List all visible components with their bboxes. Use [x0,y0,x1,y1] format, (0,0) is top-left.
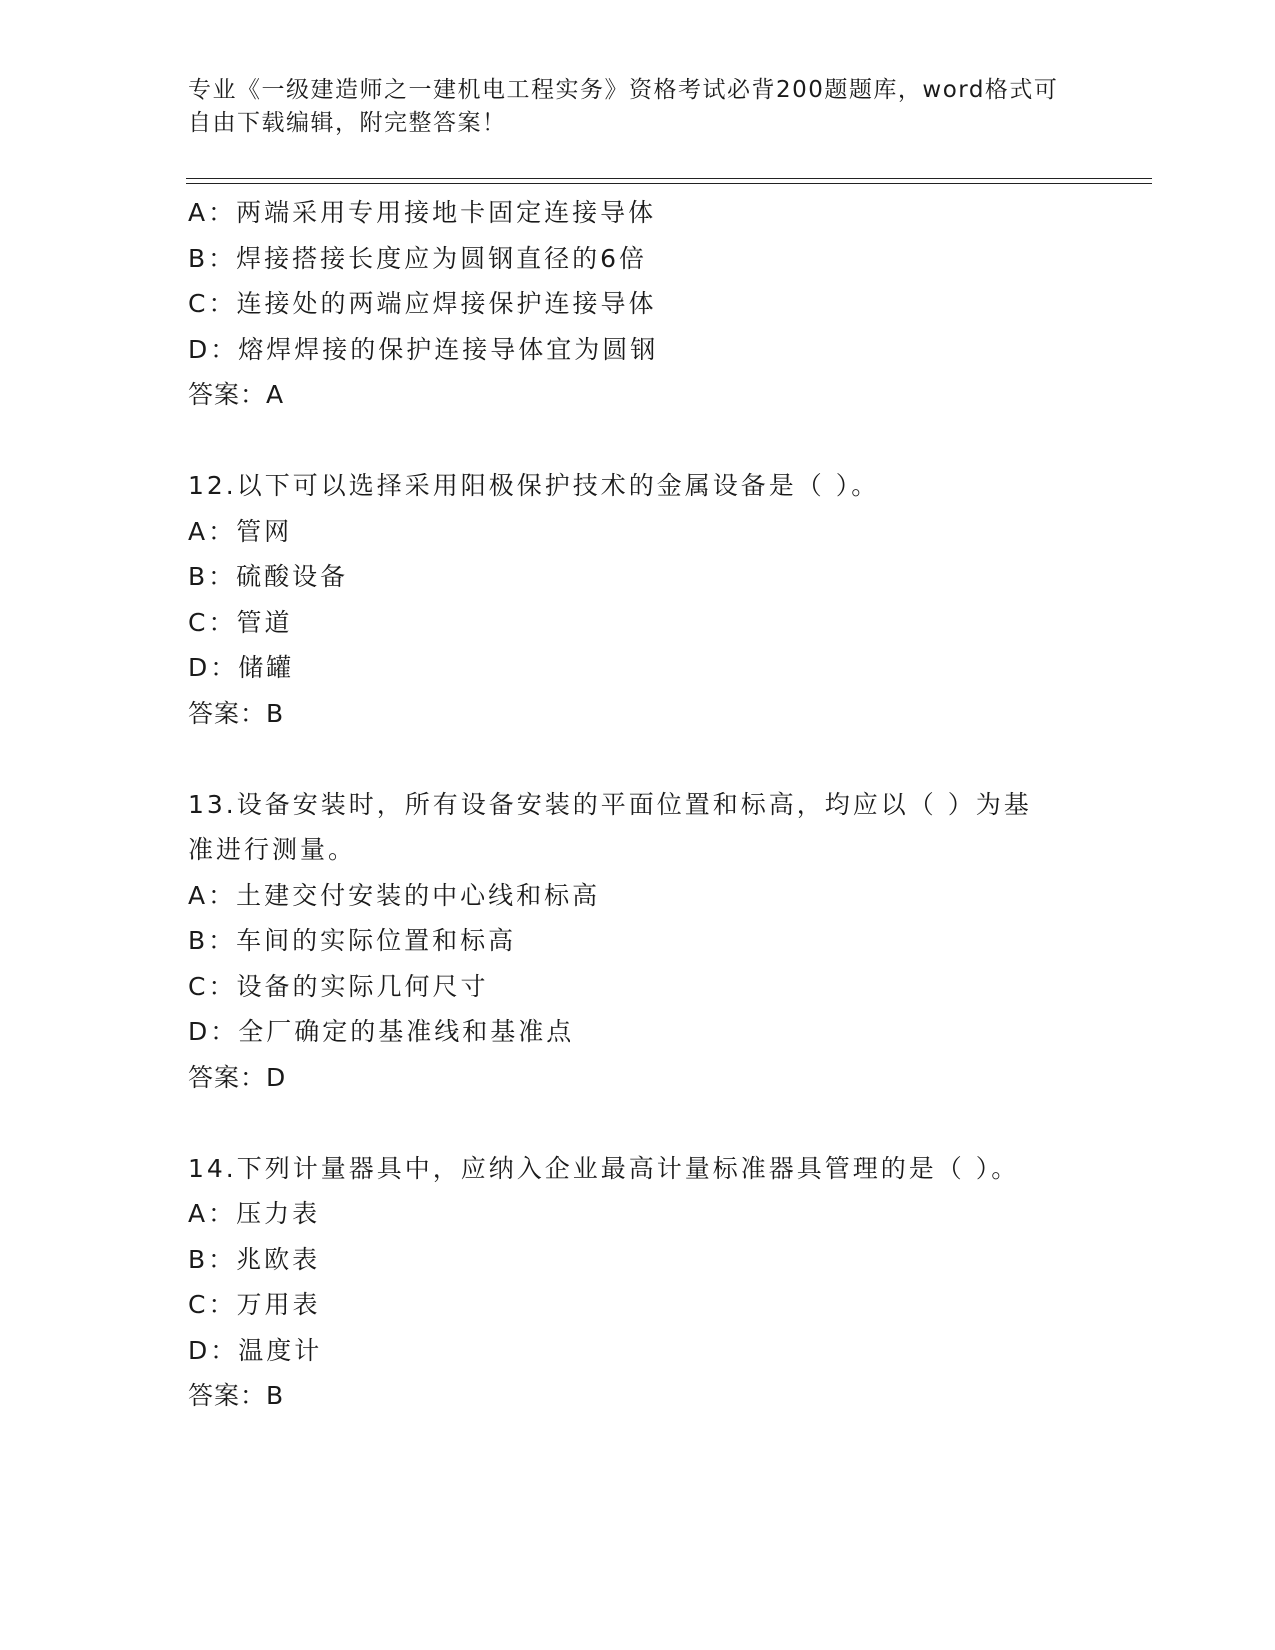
question-stem: 12.以下可以选择采用阳极保护技术的金属设备是（ ）。 [188,471,880,500]
option-a: A：两端采用专用接地卡固定连接导体 [188,198,657,227]
header-divider-bottom [186,183,1152,184]
option-d: D：温度计 [188,1335,323,1365]
option-b: B：兆欧表 [188,1244,321,1274]
option-a: A：管网 [188,516,293,546]
question-12 [188,463,1148,736]
header-line-1: 专业《一级建造师之一建机电工程实务》资格考试必背200题题库，word格式可 [188,77,1059,103]
option-a: A：压力表 [188,1199,321,1228]
header-line-2: 自由下载编辑，附完整答案！ [188,110,507,136]
option-d: D：全厂确定的基准线和基准点 [188,1017,575,1046]
spacer [188,418,1148,464]
answer-line: 答案：A [188,380,285,409]
answer-line: 答案：D [188,1062,287,1092]
question-stem-continued: 准进行测量。 [188,835,357,864]
option-c: C：设备的实际几何尺寸 [188,971,489,1001]
question-stem: 13.设备安装时，所有设备安装的平面位置和标高，均应以（ ）为基 [188,789,1032,819]
spacer [188,736,1148,782]
spacer [188,1100,1148,1146]
question-14 [188,1146,1148,1419]
question-13 [188,782,1148,1101]
option-d: D：熔焊焊接的保护连接导体宜为圆钢 [188,334,659,364]
question-stem: 14.下列计量器具中，应纳入企业最高计量标准器具管理的是（ ）。 [188,1153,1020,1183]
question-11-continued [188,190,1148,418]
document-header [188,74,1088,140]
option-c: C：连接处的两端应焊接保护连接导体 [188,289,657,318]
option-b: B：焊接搭接长度应为圆钢直径的6倍 [188,243,648,273]
question-list [188,190,1148,1419]
option-d: D：储罐 [188,653,295,682]
option-c: C：万用表 [188,1290,321,1319]
option-c: C：管道 [188,607,293,637]
option-b: B：车间的实际位置和标高 [188,926,517,955]
answer-line: 答案：B [188,1381,285,1410]
option-b: B：硫酸设备 [188,562,349,591]
header-divider-top [186,178,1152,179]
option-a: A：土建交付安装的中心线和标高 [188,880,601,910]
answer-line: 答案：B [188,698,285,728]
